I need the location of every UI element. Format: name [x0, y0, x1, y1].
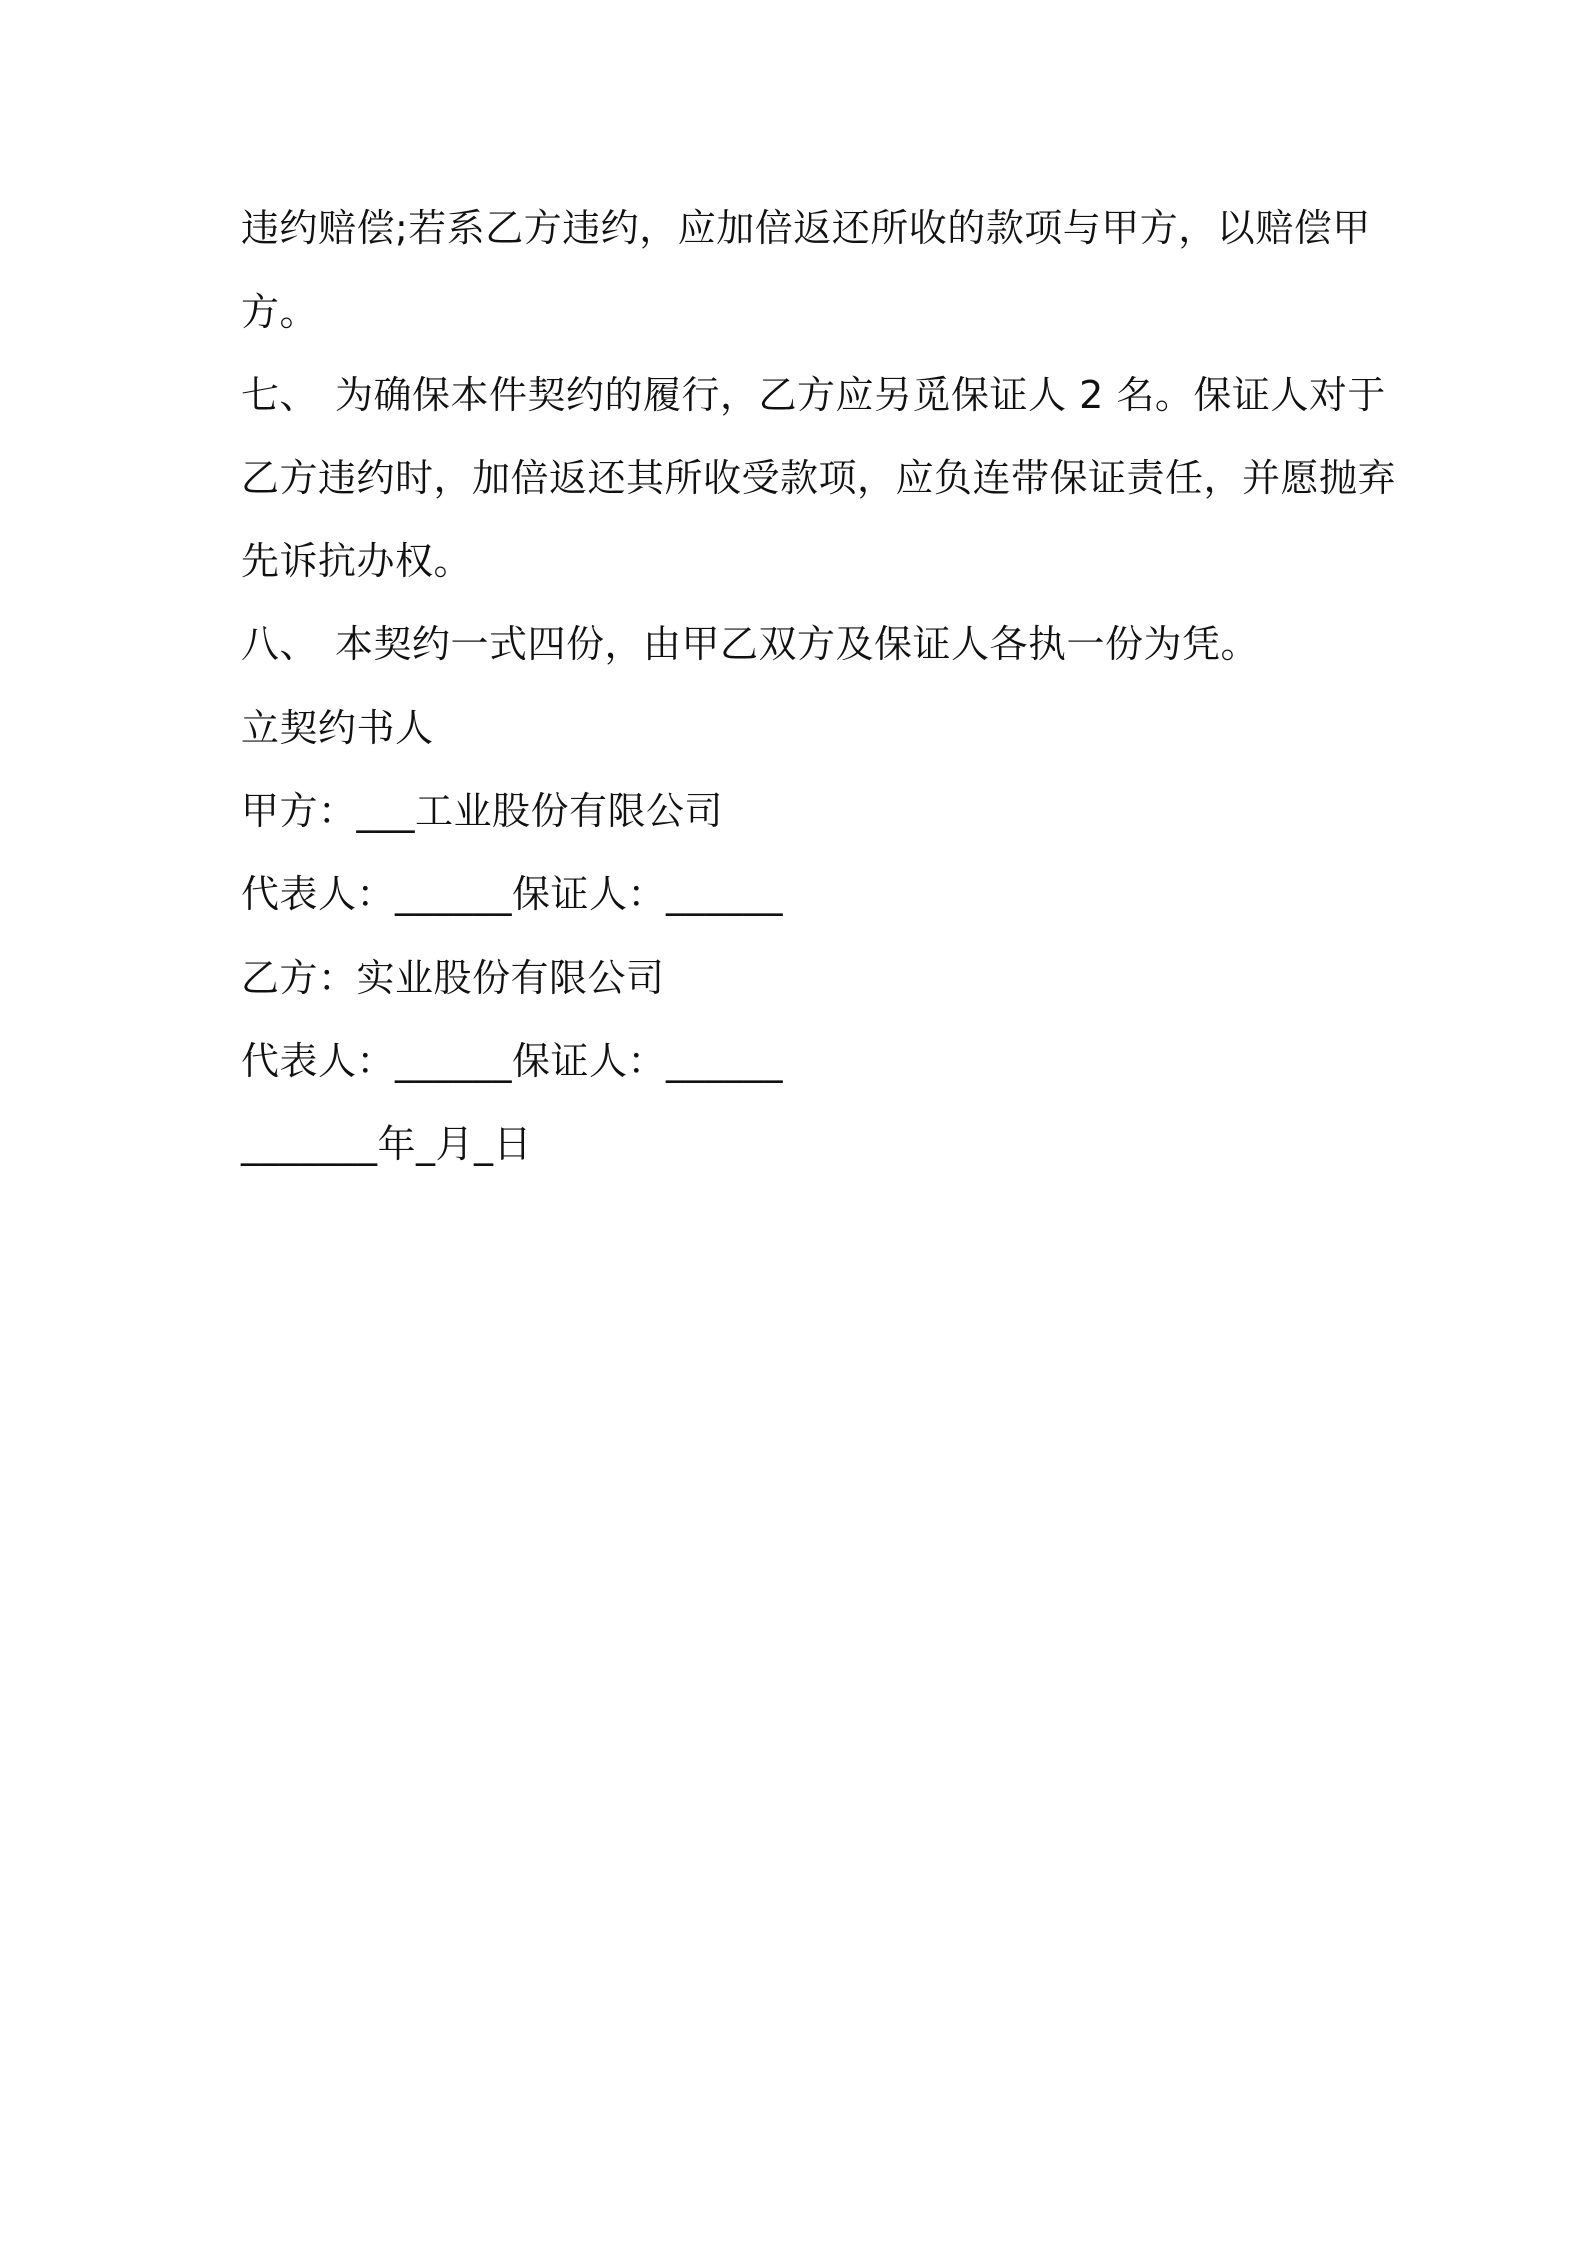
article-8-text-1: 本契约一式四份，由甲乙双方及保证人各执一份为凭。: [335, 622, 1260, 666]
signatories-heading: 立契约书人: [241, 706, 434, 750]
article-7-number: 七、: [241, 373, 319, 417]
article-7-text-1: 为确保本件契约的履行，乙方应另觅保证人 2 名。保证人对于: [335, 373, 1386, 417]
party-b-line: 乙方：实业股份有限公司: [241, 956, 665, 1000]
date-line: _______年_月_日: [241, 1122, 533, 1166]
article-7-line-3: 先诉抗办权。: [241, 539, 473, 583]
party-a-representatives-line: 代表人：______保证人：______: [241, 872, 784, 916]
party-b-representatives-line: 代表人：______保证人：______: [241, 1039, 784, 1083]
article-6-continuation-line-2: 方。: [241, 290, 319, 334]
party-a-line: 甲方：___工业股份有限公司: [241, 789, 724, 833]
article-7-line-1: [241, 372, 1386, 418]
article-6-continuation-line-1: 违约赔偿;若系乙方违约，应加倍返还所收的款项与甲方，以赔偿甲: [241, 206, 1371, 250]
article-7-line-2: 乙方违约时，加倍返还其所收受款项，应负连带保证责任，并愿抛弃: [241, 456, 1397, 500]
article-8-line-1: [241, 621, 1259, 667]
article-8-number: 八、: [241, 622, 319, 666]
